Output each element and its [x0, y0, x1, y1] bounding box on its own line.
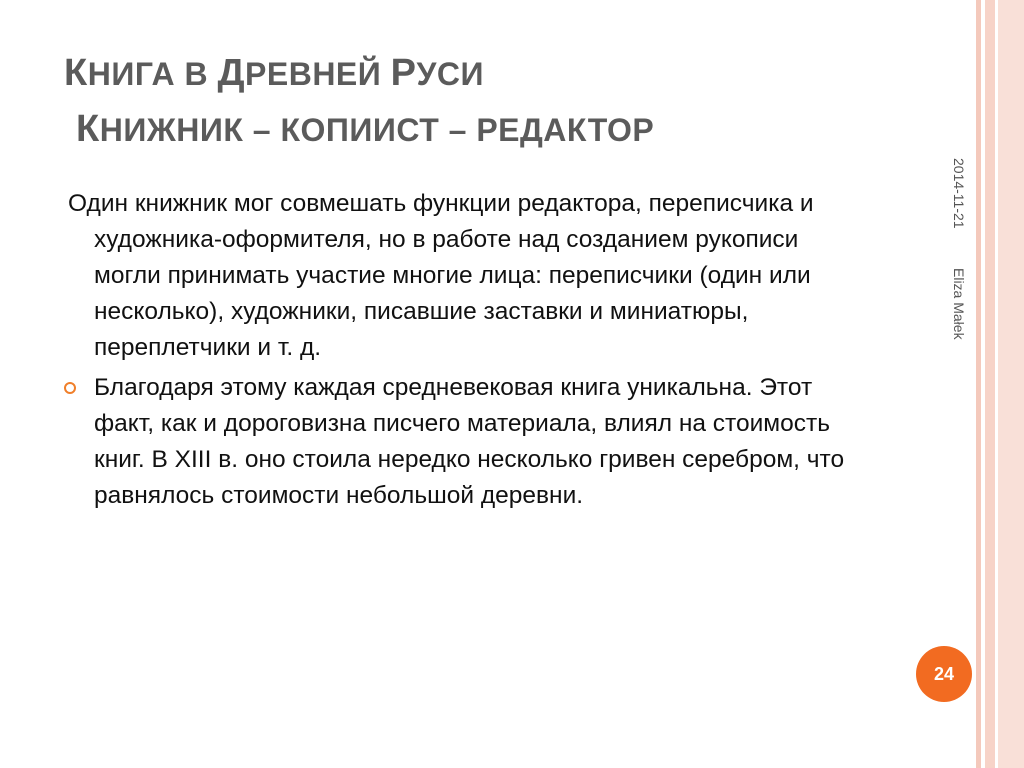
bullet-item	[64, 370, 864, 514]
decorative-stripes	[976, 0, 1024, 768]
bullet-text: Благодаря этому каждая средневековая книга уникальна. Этот факт, как и дороговизна писчего материала, влиял на стоимость книг. В XIII в. оно стоила нередко несколько гривен серебром, что равнялось стоимости небольшой деревни.	[94, 374, 845, 509]
slide-author: Eliza Małek	[951, 268, 967, 340]
slide-title-line-1: КНИГА В ДРЕВНЕЙ РУСИ	[64, 52, 485, 94]
bullet-icon	[64, 382, 76, 394]
slide-body	[64, 186, 864, 514]
slide-date: 2014-11-21	[951, 158, 967, 229]
paragraph-text: Один книжник мог совмешать функции редактора, переписчика и художника-оформителя, но в работе над созданием рукописи могли принимать участие многие лица: переписчики (один или несколько), художники, писавшие заставки и миниатюры, переплетчики и т. д.	[68, 190, 814, 361]
paragraph-intro	[64, 186, 864, 366]
page-number-badge: 24	[916, 646, 972, 702]
slide-title-line-2: КНИЖНИК – КОПИИСТ – РЕДАКТОР	[76, 108, 655, 150]
stripe	[985, 0, 995, 768]
stripe	[998, 0, 1024, 768]
